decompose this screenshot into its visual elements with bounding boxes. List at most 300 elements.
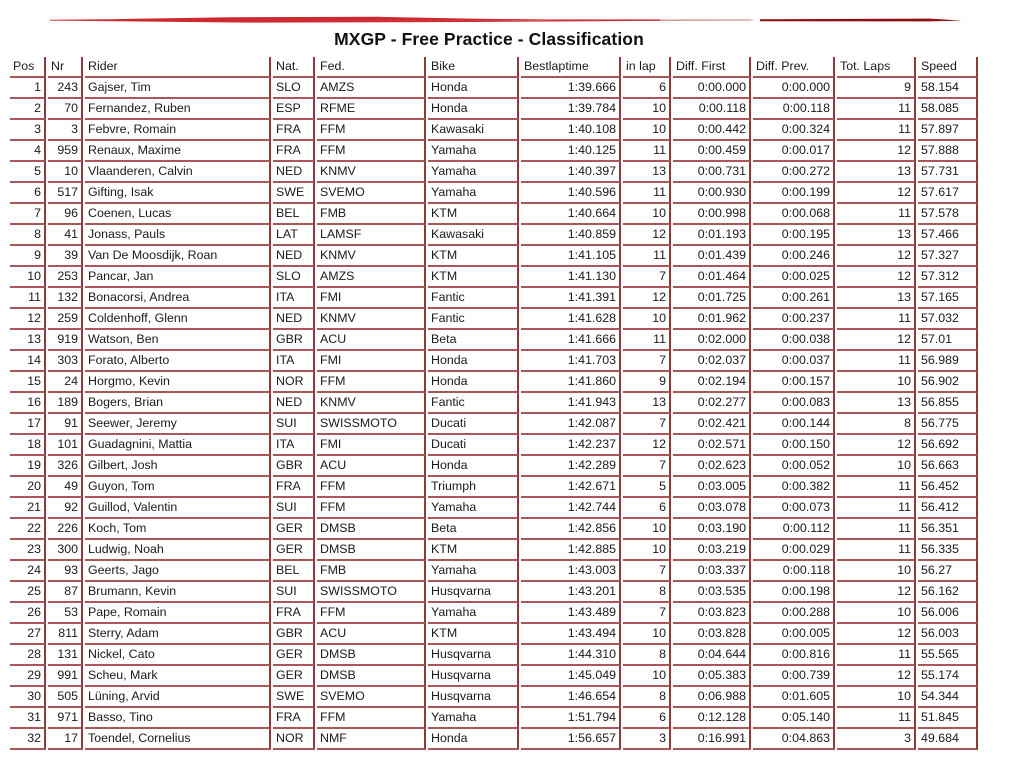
table-row (10, 582, 978, 603)
cell-speed: 56.27 (918, 561, 978, 582)
cell-nr: 517 (48, 183, 83, 204)
cell-diff-prev: 0:00.739 (753, 666, 835, 687)
cell-speed: 56.855 (918, 393, 978, 414)
cell-tot-laps: 12 (837, 435, 916, 456)
cell-in-lap: 10 (623, 624, 671, 645)
column-header-nr: Nr (48, 57, 83, 78)
cell-bike: Yamaha (428, 498, 519, 519)
cell-nr: 189 (48, 393, 83, 414)
cell-nat: ITA (273, 435, 315, 456)
cell-diff-first: 0:02.277 (673, 393, 751, 414)
cell-rider: Toendel, Cornelius (85, 729, 271, 750)
cell-tot-laps: 12 (837, 582, 916, 603)
cell-bike: Yamaha (428, 603, 519, 624)
table-row (10, 561, 978, 582)
cell-in-lap: 8 (623, 687, 671, 708)
cell-bestlaptime: 1:40.859 (521, 225, 621, 246)
cell-diff-prev: 0:00.237 (753, 309, 835, 330)
cell-pos: 15 (10, 372, 46, 393)
cell-nat: SWE (273, 183, 315, 204)
cell-pos: 16 (10, 393, 46, 414)
cell-diff-prev: 0:00.025 (753, 267, 835, 288)
cell-rider: Jonass, Pauls (85, 225, 271, 246)
cell-speed: 55.565 (918, 645, 978, 666)
cell-bestlaptime: 1:40.397 (521, 162, 621, 183)
cell-nat: FRA (273, 603, 315, 624)
cell-bike: Fantic (428, 309, 519, 330)
cell-pos: 22 (10, 519, 46, 540)
cell-bike: KTM (428, 267, 519, 288)
cell-bestlaptime: 1:41.391 (521, 288, 621, 309)
cell-speed: 55.174 (918, 666, 978, 687)
cell-bestlaptime: 1:41.703 (521, 351, 621, 372)
table-row (10, 666, 978, 687)
cell-bestlaptime: 1:40.664 (521, 204, 621, 225)
header-brush-stroke (50, 15, 965, 25)
cell-diff-prev: 0:00.052 (753, 456, 835, 477)
cell-pos: 9 (10, 246, 46, 267)
cell-fed: ACU (317, 330, 426, 351)
cell-diff-prev: 0:00.288 (753, 603, 835, 624)
table-row (10, 372, 978, 393)
cell-rider: Guillod, Valentin (85, 498, 271, 519)
table-row (10, 435, 978, 456)
cell-nr: 505 (48, 687, 83, 708)
cell-diff-prev: 0:00.272 (753, 162, 835, 183)
cell-diff-first: 0:00.118 (673, 99, 751, 120)
cell-nr: 326 (48, 456, 83, 477)
column-header-speed: Speed (918, 57, 978, 78)
cell-tot-laps: 11 (837, 645, 916, 666)
column-header-tot-laps: Tot. Laps (837, 57, 916, 78)
table-row (10, 309, 978, 330)
cell-pos: 2 (10, 99, 46, 120)
cell-fed: FMI (317, 288, 426, 309)
cell-in-lap: 10 (623, 309, 671, 330)
table-row (10, 414, 978, 435)
cell-nr: 91 (48, 414, 83, 435)
cell-in-lap: 10 (623, 540, 671, 561)
cell-bike: Triumph (428, 477, 519, 498)
table-row (10, 519, 978, 540)
cell-nat: FRA (273, 141, 315, 162)
cell-bike: Fantic (428, 288, 519, 309)
cell-speed: 56.351 (918, 519, 978, 540)
cell-diff-prev: 0:00.068 (753, 204, 835, 225)
table-row (10, 687, 978, 708)
cell-nr: 10 (48, 162, 83, 183)
cell-fed: LAMSF (317, 225, 426, 246)
cell-bike: Beta (428, 519, 519, 540)
cell-fed: FFM (317, 477, 426, 498)
cell-in-lap: 11 (623, 246, 671, 267)
cell-pos: 27 (10, 624, 46, 645)
cell-nat: FRA (273, 708, 315, 729)
cell-nat: FRA (273, 477, 315, 498)
cell-pos: 10 (10, 267, 46, 288)
cell-bestlaptime: 1:43.003 (521, 561, 621, 582)
cell-tot-laps: 13 (837, 225, 916, 246)
cell-diff-first: 0:04.644 (673, 645, 751, 666)
cell-in-lap: 7 (623, 351, 671, 372)
cell-in-lap: 7 (623, 414, 671, 435)
cell-in-lap: 11 (623, 183, 671, 204)
cell-nat: ITA (273, 351, 315, 372)
cell-bike: Kawasaki (428, 120, 519, 141)
cell-fed: SWISSMOTO (317, 414, 426, 435)
cell-pos: 5 (10, 162, 46, 183)
cell-bike: Husqvarna (428, 645, 519, 666)
cell-nat: GER (273, 666, 315, 687)
cell-diff-prev: 0:00.150 (753, 435, 835, 456)
cell-bestlaptime: 1:41.860 (521, 372, 621, 393)
cell-nat: FRA (273, 120, 315, 141)
column-header-bike: Bike (428, 57, 519, 78)
cell-in-lap: 5 (623, 477, 671, 498)
cell-speed: 56.902 (918, 372, 978, 393)
cell-tot-laps: 11 (837, 477, 916, 498)
cell-speed: 57.466 (918, 225, 978, 246)
cell-speed: 57.617 (918, 183, 978, 204)
cell-bestlaptime: 1:41.943 (521, 393, 621, 414)
cell-nat: SUI (273, 414, 315, 435)
cell-bike: Husqvarna (428, 666, 519, 687)
cell-bestlaptime: 1:43.201 (521, 582, 621, 603)
cell-in-lap: 6 (623, 708, 671, 729)
cell-rider: Guyon, Tom (85, 477, 271, 498)
cell-bike: Yamaha (428, 708, 519, 729)
cell-diff-first: 0:02.571 (673, 435, 751, 456)
cell-nr: 919 (48, 330, 83, 351)
cell-speed: 56.003 (918, 624, 978, 645)
cell-pos: 3 (10, 120, 46, 141)
table-body (10, 78, 978, 750)
cell-nr: 41 (48, 225, 83, 246)
cell-nr: 49 (48, 477, 83, 498)
cell-tot-laps: 10 (837, 561, 916, 582)
cell-in-lap: 7 (623, 267, 671, 288)
cell-nat: NED (273, 246, 315, 267)
table-row (10, 162, 978, 183)
cell-fed: FFM (317, 372, 426, 393)
cell-bike: Honda (428, 99, 519, 120)
column-header-in-lap: in lap (623, 57, 671, 78)
cell-tot-laps: 11 (837, 519, 916, 540)
brush-stroke-right (760, 19, 962, 22)
cell-fed: FMB (317, 561, 426, 582)
cell-nat: ITA (273, 288, 315, 309)
cell-pos: 11 (10, 288, 46, 309)
cell-tot-laps: 11 (837, 540, 916, 561)
cell-tot-laps: 11 (837, 708, 916, 729)
cell-fed: SWISSMOTO (317, 582, 426, 603)
cell-bestlaptime: 1:40.596 (521, 183, 621, 204)
cell-speed: 57.01 (918, 330, 978, 351)
cell-bestlaptime: 1:56.657 (521, 729, 621, 750)
cell-speed: 57.888 (918, 141, 978, 162)
cell-in-lap: 12 (623, 225, 671, 246)
table-row (10, 477, 978, 498)
cell-fed: KNMV (317, 246, 426, 267)
cell-fed: SVEMO (317, 687, 426, 708)
cell-in-lap: 7 (623, 603, 671, 624)
cell-bike: Honda (428, 372, 519, 393)
cell-rider: Van De Moosdijk, Roan (85, 246, 271, 267)
cell-nr: 811 (48, 624, 83, 645)
cell-nr: 53 (48, 603, 83, 624)
cell-fed: NMF (317, 729, 426, 750)
cell-diff-prev: 0:00.005 (753, 624, 835, 645)
cell-in-lap: 13 (623, 393, 671, 414)
table-row (10, 78, 978, 99)
cell-pos: 21 (10, 498, 46, 519)
cell-diff-first: 0:01.725 (673, 288, 751, 309)
cell-rider: Basso, Tino (85, 708, 271, 729)
table-row (10, 498, 978, 519)
cell-bike: Husqvarna (428, 582, 519, 603)
cell-pos: 31 (10, 708, 46, 729)
cell-diff-first: 0:01.962 (673, 309, 751, 330)
cell-nat: GBR (273, 330, 315, 351)
cell-diff-first: 0:03.078 (673, 498, 751, 519)
cell-diff-first: 0:01.193 (673, 225, 751, 246)
cell-rider: Febvre, Romain (85, 120, 271, 141)
cell-diff-prev: 0:00.816 (753, 645, 835, 666)
cell-diff-prev: 0:00.038 (753, 330, 835, 351)
cell-pos: 17 (10, 414, 46, 435)
cell-rider: Fernandez, Ruben (85, 99, 271, 120)
cell-tot-laps: 12 (837, 330, 916, 351)
cell-diff-prev: 0:00.382 (753, 477, 835, 498)
cell-nr: 70 (48, 99, 83, 120)
cell-nat: NOR (273, 372, 315, 393)
cell-nr: 991 (48, 666, 83, 687)
table-row (10, 729, 978, 750)
cell-in-lap: 11 (623, 141, 671, 162)
cell-diff-first: 0:12.128 (673, 708, 751, 729)
cell-nr: 132 (48, 288, 83, 309)
cell-diff-prev: 0:00.198 (753, 582, 835, 603)
cell-nr: 971 (48, 708, 83, 729)
cell-fed: ACU (317, 624, 426, 645)
cell-pos: 25 (10, 582, 46, 603)
cell-bike: Ducati (428, 435, 519, 456)
cell-nat: NED (273, 162, 315, 183)
cell-bestlaptime: 1:42.671 (521, 477, 621, 498)
cell-bestlaptime: 1:40.125 (521, 141, 621, 162)
table-header-row (10, 57, 978, 78)
cell-bike: Honda (428, 456, 519, 477)
cell-diff-prev: 0:00.261 (753, 288, 835, 309)
table-row (10, 708, 978, 729)
cell-in-lap: 10 (623, 204, 671, 225)
cell-fed: KNMV (317, 162, 426, 183)
cell-bestlaptime: 1:41.628 (521, 309, 621, 330)
cell-diff-prev: 0:00.246 (753, 246, 835, 267)
cell-diff-prev: 0:00.157 (753, 372, 835, 393)
cell-in-lap: 3 (623, 729, 671, 750)
cell-bestlaptime: 1:44.310 (521, 645, 621, 666)
cell-bike: Yamaha (428, 183, 519, 204)
cell-in-lap: 6 (623, 78, 671, 99)
cell-speed: 49.684 (918, 729, 978, 750)
cell-bike: Fantic (428, 393, 519, 414)
cell-pos: 19 (10, 456, 46, 477)
cell-bestlaptime: 1:42.289 (521, 456, 621, 477)
cell-diff-prev: 0:05.140 (753, 708, 835, 729)
cell-tot-laps: 10 (837, 456, 916, 477)
cell-bestlaptime: 1:51.794 (521, 708, 621, 729)
cell-in-lap: 7 (623, 561, 671, 582)
cell-speed: 57.327 (918, 246, 978, 267)
cell-nat: GER (273, 519, 315, 540)
cell-diff-first: 0:00.731 (673, 162, 751, 183)
cell-diff-first: 0:01.439 (673, 246, 751, 267)
cell-diff-first: 0:02.000 (673, 330, 751, 351)
table-row (10, 225, 978, 246)
classification-table (8, 57, 980, 750)
cell-tot-laps: 9 (837, 78, 916, 99)
cell-nr: 17 (48, 729, 83, 750)
cell-bestlaptime: 1:42.087 (521, 414, 621, 435)
cell-nat: BEL (273, 561, 315, 582)
brush-stroke-left (50, 17, 660, 22)
cell-diff-first: 0:00.459 (673, 141, 751, 162)
cell-bestlaptime: 1:40.108 (521, 120, 621, 141)
cell-diff-first: 0:02.421 (673, 414, 751, 435)
table-row (10, 204, 978, 225)
cell-speed: 57.578 (918, 204, 978, 225)
cell-diff-first: 0:03.337 (673, 561, 751, 582)
cell-fed: RFME (317, 99, 426, 120)
cell-speed: 56.412 (918, 498, 978, 519)
cell-fed: FFM (317, 708, 426, 729)
column-header-rider: Rider (85, 57, 271, 78)
cell-diff-first: 0:02.037 (673, 351, 751, 372)
cell-bike: KTM (428, 204, 519, 225)
cell-in-lap: 7 (623, 456, 671, 477)
cell-speed: 56.775 (918, 414, 978, 435)
cell-diff-prev: 0:00.324 (753, 120, 835, 141)
cell-tot-laps: 10 (837, 372, 916, 393)
cell-diff-first: 0:02.623 (673, 456, 751, 477)
cell-speed: 56.663 (918, 456, 978, 477)
cell-pos: 23 (10, 540, 46, 561)
cell-pos: 26 (10, 603, 46, 624)
cell-diff-prev: 0:00.017 (753, 141, 835, 162)
table-row (10, 99, 978, 120)
cell-nat: SWE (273, 687, 315, 708)
cell-bestlaptime: 1:46.654 (521, 687, 621, 708)
column-header-pos: Pos (10, 57, 46, 78)
cell-fed: FFM (317, 603, 426, 624)
cell-rider: Watson, Ben (85, 330, 271, 351)
cell-tot-laps: 11 (837, 351, 916, 372)
cell-diff-first: 0:00.998 (673, 204, 751, 225)
cell-bestlaptime: 1:43.489 (521, 603, 621, 624)
cell-fed: FFM (317, 120, 426, 141)
cell-in-lap: 13 (623, 162, 671, 183)
cell-diff-first: 0:03.828 (673, 624, 751, 645)
table-row (10, 456, 978, 477)
cell-diff-prev: 0:00.118 (753, 99, 835, 120)
table-row (10, 267, 978, 288)
cell-pos: 12 (10, 309, 46, 330)
cell-diff-prev: 0:00.112 (753, 519, 835, 540)
cell-tot-laps: 11 (837, 498, 916, 519)
cell-bike: KTM (428, 540, 519, 561)
cell-speed: 56.335 (918, 540, 978, 561)
cell-nat: SUI (273, 498, 315, 519)
cell-nat: SLO (273, 267, 315, 288)
cell-diff-prev: 0:00.029 (753, 540, 835, 561)
cell-nr: 303 (48, 351, 83, 372)
cell-bike: KTM (428, 624, 519, 645)
cell-diff-prev: 0:01.605 (753, 687, 835, 708)
cell-diff-first: 0:00.930 (673, 183, 751, 204)
cell-pos: 6 (10, 183, 46, 204)
cell-bike: Honda (428, 351, 519, 372)
cell-diff-prev: 0:00.118 (753, 561, 835, 582)
cell-nr: 300 (48, 540, 83, 561)
cell-in-lap: 10 (623, 99, 671, 120)
cell-tot-laps: 12 (837, 246, 916, 267)
cell-fed: DMSB (317, 666, 426, 687)
cell-in-lap: 9 (623, 372, 671, 393)
cell-rider: Vlaanderen, Calvin (85, 162, 271, 183)
cell-rider: Coenen, Lucas (85, 204, 271, 225)
cell-rider: Lüning, Arvid (85, 687, 271, 708)
cell-in-lap: 10 (623, 120, 671, 141)
table-row (10, 120, 978, 141)
cell-speed: 57.032 (918, 309, 978, 330)
cell-pos: 18 (10, 435, 46, 456)
cell-nat: ESP (273, 99, 315, 120)
cell-nat: GBR (273, 456, 315, 477)
cell-bestlaptime: 1:41.130 (521, 267, 621, 288)
cell-tot-laps: 11 (837, 204, 916, 225)
cell-tot-laps: 12 (837, 624, 916, 645)
cell-nr: 96 (48, 204, 83, 225)
cell-bestlaptime: 1:45.049 (521, 666, 621, 687)
cell-speed: 56.006 (918, 603, 978, 624)
cell-bestlaptime: 1:42.744 (521, 498, 621, 519)
cell-rider: Ludwig, Noah (85, 540, 271, 561)
cell-bestlaptime: 1:42.237 (521, 435, 621, 456)
cell-bike: Beta (428, 330, 519, 351)
table-row (10, 246, 978, 267)
table-row (10, 603, 978, 624)
cell-bike: Kawasaki (428, 225, 519, 246)
cell-tot-laps: 12 (837, 666, 916, 687)
cell-diff-first: 0:03.190 (673, 519, 751, 540)
cell-nat: LAT (273, 225, 315, 246)
cell-diff-prev: 0:04.863 (753, 729, 835, 750)
cell-tot-laps: 12 (837, 141, 916, 162)
cell-bike: Yamaha (428, 561, 519, 582)
cell-fed: DMSB (317, 519, 426, 540)
column-header-diff-prev: Diff. Prev. (753, 57, 835, 78)
cell-pos: 1 (10, 78, 46, 99)
cell-speed: 56.692 (918, 435, 978, 456)
cell-diff-first: 0:03.005 (673, 477, 751, 498)
cell-rider: Gilbert, Josh (85, 456, 271, 477)
table-row (10, 393, 978, 414)
cell-pos: 8 (10, 225, 46, 246)
cell-nr: 131 (48, 645, 83, 666)
cell-tot-laps: 13 (837, 288, 916, 309)
cell-nr: 226 (48, 519, 83, 540)
